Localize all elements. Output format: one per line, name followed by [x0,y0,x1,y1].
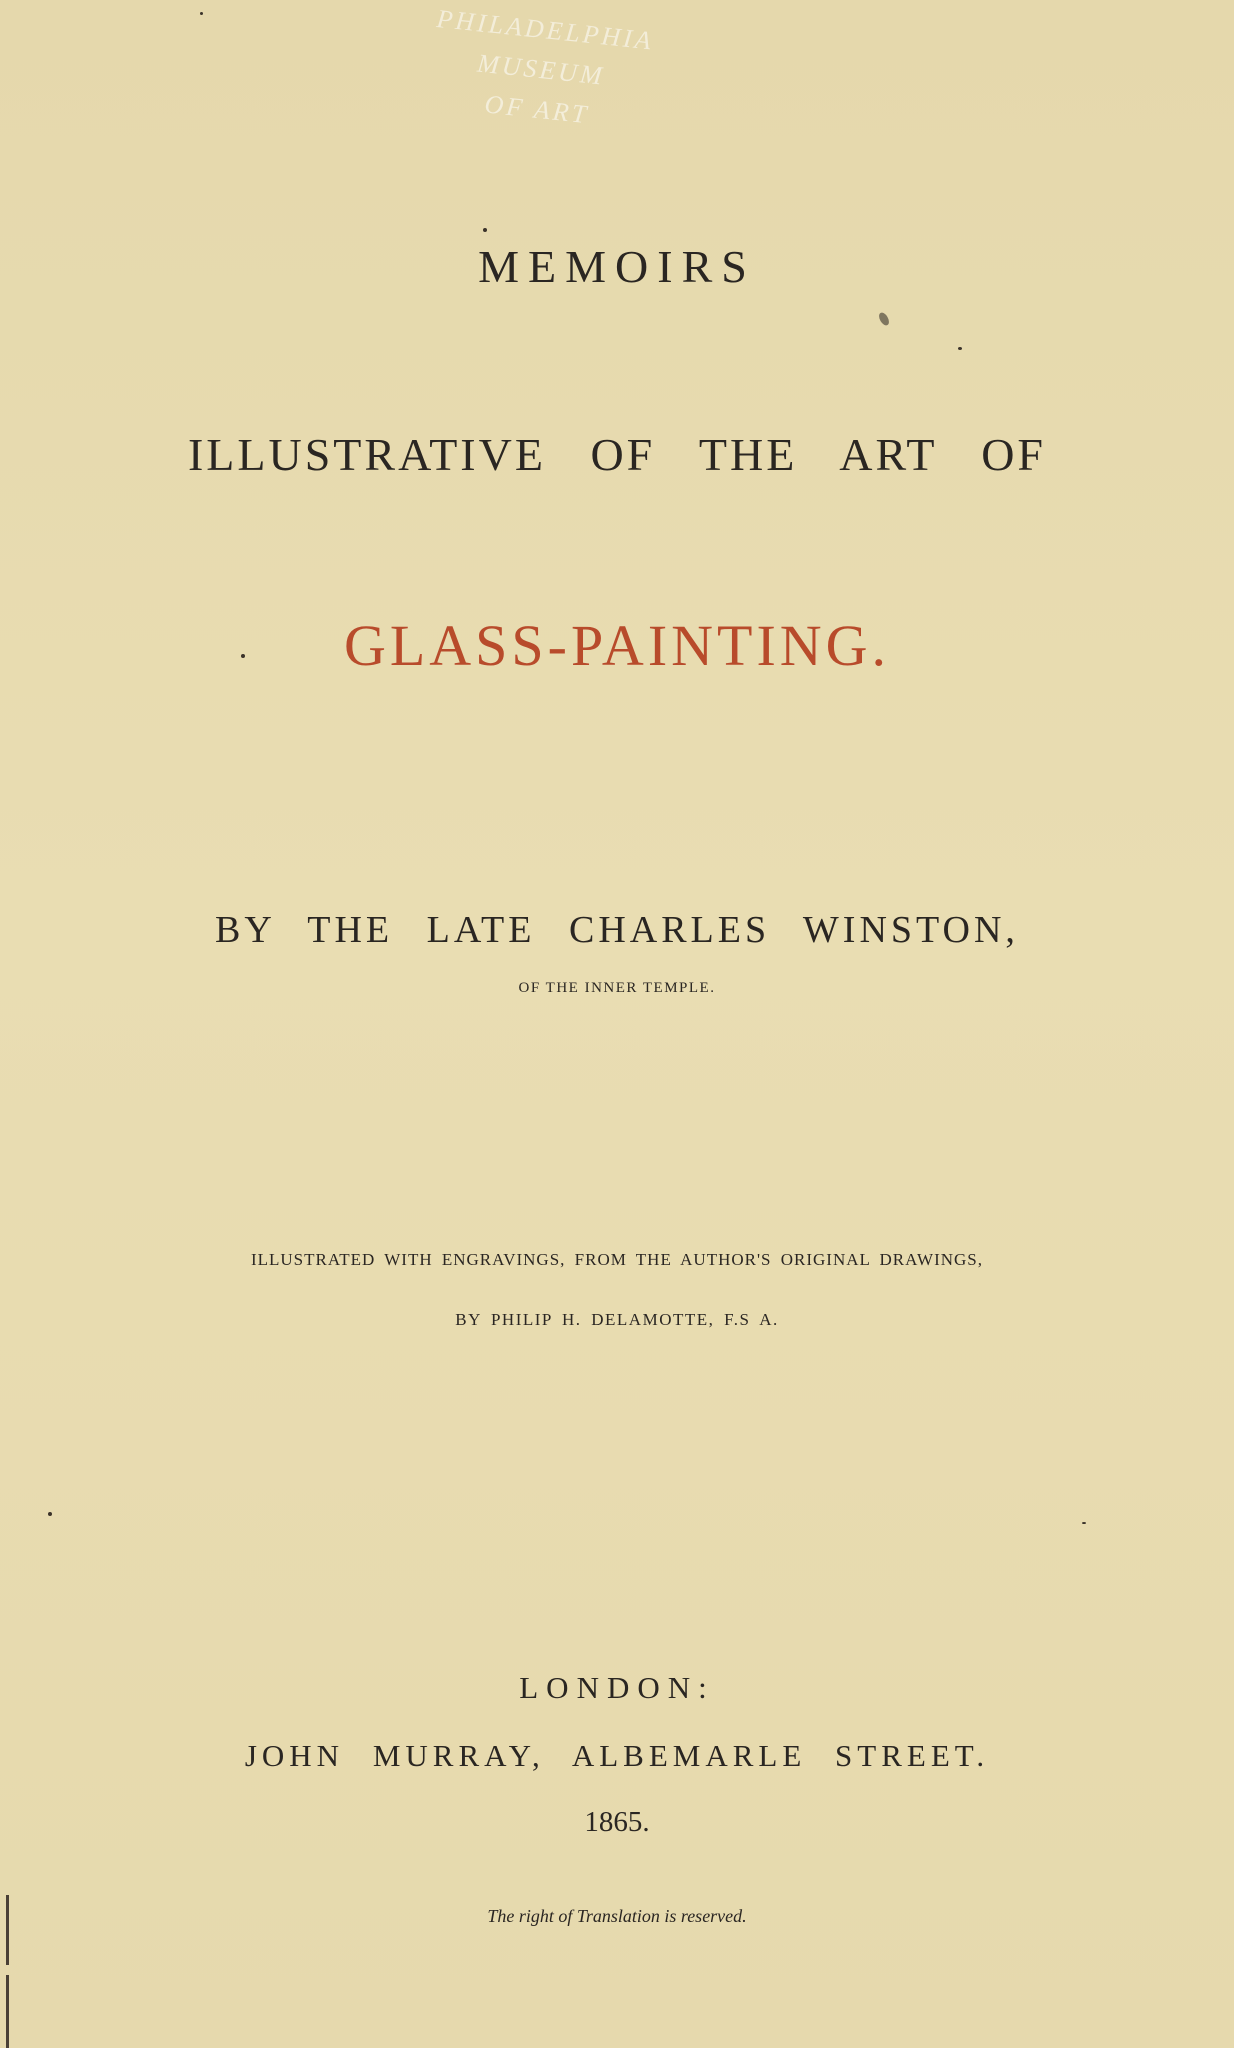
author-byline: BY THE LATE CHARLES WINSTON, [215,909,1019,951]
title-line-glass-painting: GLASS-PAINTING. [343,613,891,678]
rights-notice: The right of Translation is reserved. [487,1906,747,1926]
museum-stamp [384,0,697,165]
ink-speck [958,347,962,350]
binding-edge-mark [6,1975,9,2048]
author-affiliation: OF THE INNER TEMPLE. [518,980,716,996]
imprint-city: LONDON: [519,1670,715,1705]
illustrator-name: BY PHILIP H. DELAMOTTE, F.S A. [455,1310,779,1329]
title-line-memoirs: MEMOIRS [478,241,756,292]
stamp-line-3: OF ART [483,89,591,130]
title-line-illustrative: ILLUSTRATIVE OF THE ART OF [187,429,1046,480]
stamp-line-1: PHILADELPHIA [435,3,656,56]
ink-speck [48,1512,52,1516]
ink-speck [200,12,203,15]
ink-speck [483,228,487,232]
imprint-publisher: JOHN MURRAY, ALBEMARLE STREET. [244,1738,990,1773]
binding-edge-mark [6,1895,9,1965]
stamp-line-2: MUSEUM [476,48,607,91]
imprint-year: 1865. [584,1806,650,1838]
illustrations-credit: ILLUSTRATED WITH ENGRAVINGS, FROM THE AUTHOR'S ORIGINAL DRAWINGS, [250,1250,984,1269]
ink-speck [877,311,891,327]
ink-speck [1082,1522,1086,1524]
ink-speck [241,654,245,658]
